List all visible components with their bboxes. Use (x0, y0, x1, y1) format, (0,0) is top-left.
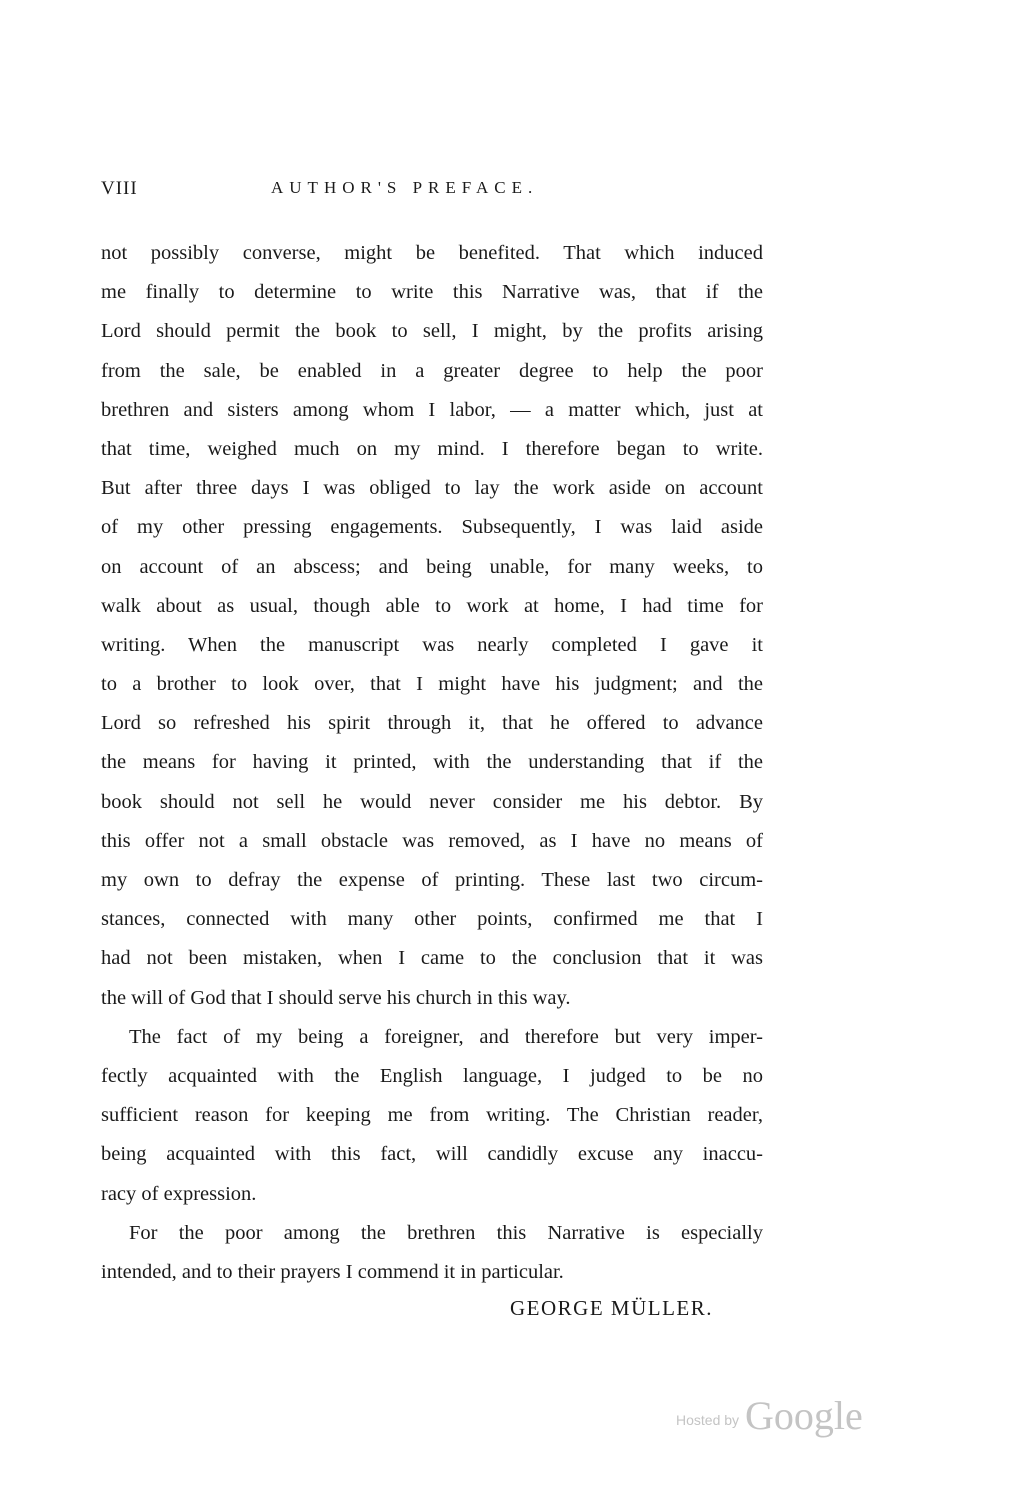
text-line: me finally to determine to write this Narrative was, that if the (101, 281, 763, 304)
text-line: to a brother to look over, that I might have his judgment; and the (101, 673, 763, 696)
text-line: being acquainted with this fact, will candidly excuse any inaccu- (101, 1143, 763, 1166)
text-line: The fact of my being a foreigner, and therefore but very imper- (129, 1025, 763, 1048)
text-line: not possibly converse, might be benefited. That which induced (101, 242, 763, 264)
text-line: brethren and sisters among whom I labor, — a matter which, just at (101, 398, 763, 421)
google-logo: Google (745, 1393, 863, 1438)
text-line: of my other pressing engagements. Subsequently, I was laid aside (101, 516, 763, 539)
text-line: that time, weighed much on my mind. I therefore began to write. (101, 437, 763, 460)
text-line: stances, connected with many other points, confirmed me that I (101, 908, 763, 931)
text-line: the means for having it printed, with the understanding that if the (101, 751, 763, 774)
text-line: Lord should permit the book to sell, I might, by the profits arising (101, 320, 763, 343)
watermark-prefix: Hosted by (676, 1412, 740, 1428)
hosted-by-google-watermark (676, 1390, 863, 1440)
text-line: racy of expression. (101, 1182, 257, 1205)
text-line: sufficient reason for keeping me from writing. The Christian reader, (101, 1104, 763, 1127)
text-line: book should not sell he would never consider me his debtor. By (101, 790, 763, 813)
paragraph (101, 1214, 763, 1292)
author-signature: GEORGE MÜLLER. (510, 1296, 713, 1320)
text-line: For the poor among the brethren this Narrative is especially (129, 1221, 763, 1244)
text-line: But after three days I was obliged to lay the work aside on account (101, 477, 763, 500)
text-line: this offer not a small obstacle was removed, as I have no means of (101, 829, 763, 852)
body-text (101, 234, 763, 1292)
text-line: intended, and to their prayers I commend it in particular. (101, 1260, 564, 1283)
page-number: VIII (101, 178, 138, 199)
text-line: the will of God that I should serve his church in this way. (101, 986, 571, 1009)
running-head (101, 178, 761, 204)
text-line: my own to defray the expense of printing. These last two circum- (101, 869, 763, 891)
text-line: Lord so refreshed his spirit through it, that he offered to advance (101, 712, 763, 735)
paragraph (101, 1018, 763, 1214)
text-line: fectly acquainted with the English language, I judged to be no (101, 1064, 763, 1087)
paragraph (101, 234, 763, 1018)
text-line: writing. When the manuscript was nearly completed I gave it (101, 633, 763, 656)
text-line: walk about as usual, though able to work at home, I had time for (101, 594, 763, 617)
running-title: AUTHOR'S PREFACE. (271, 178, 539, 197)
text-line: on account of an abscess; and being unable, for many weeks, to (101, 555, 763, 578)
text-line: from the sale, be enabled in a greater degree to help the poor (101, 359, 763, 382)
text-line: had not been mistaken, when I came to the conclusion that it was (101, 947, 763, 970)
